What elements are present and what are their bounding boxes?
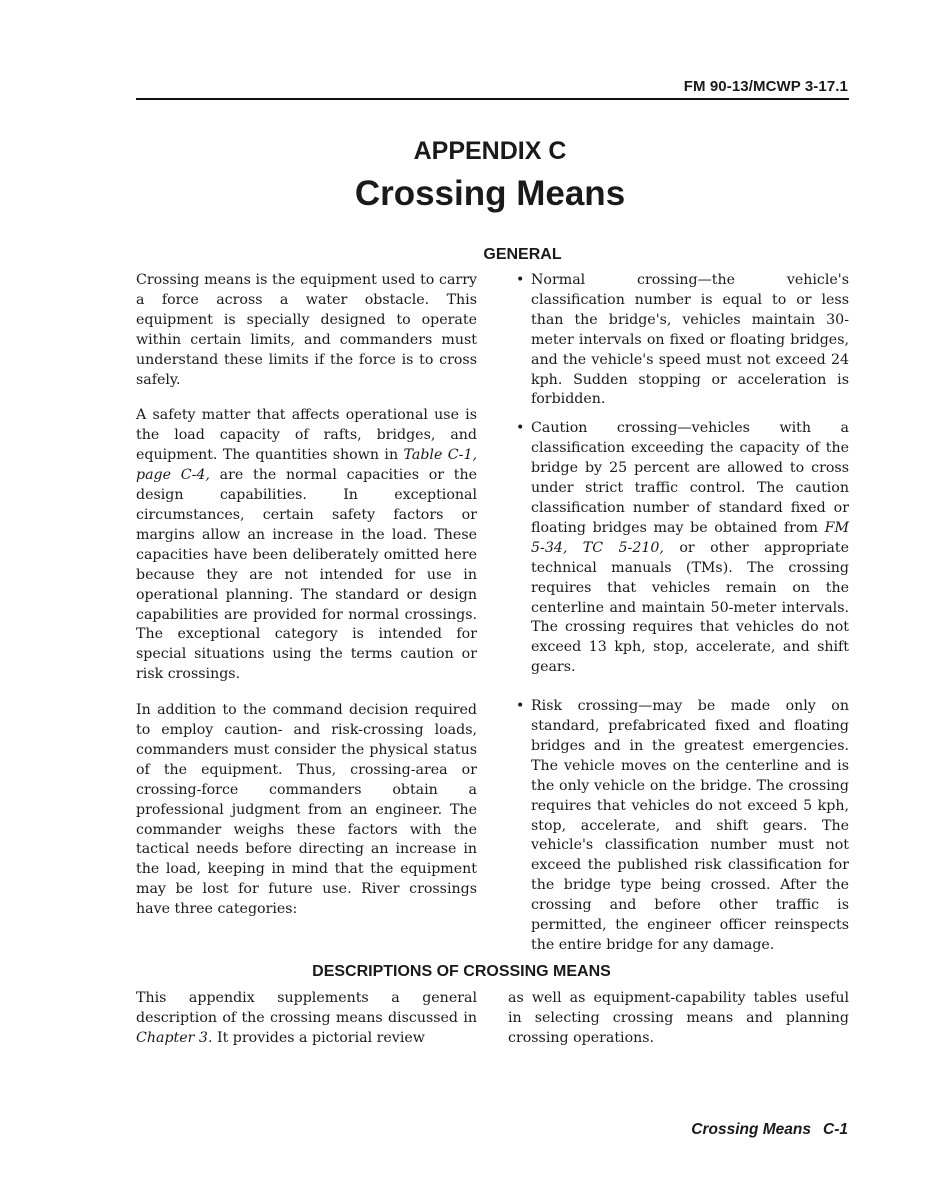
page-footer: [691, 1121, 848, 1139]
page-number: C-1: [823, 1121, 848, 1138]
list-item-caution-crossing: [508, 419, 849, 678]
paragraph: In addition to the command decision required to employ caution- and risk-crossing loads, commanders must consider the physical status of the equipment. Thus, crossing-area or crossing-force commanders obtain a professional judgment from an engineer. The commander weighs these factors with the tactical needs before directing an increase in the load, keeping in mind that the equipment may be lost for future use. River crossings have three categories:: [136, 702, 477, 918]
paragraph-text: A safety matter that affects operational use is the load capacity of rafts, bridges, and equipment. The quantities shown in: [136, 407, 477, 464]
paragraph-text: This appendix supplements a general description of the crossing means discussed in: [136, 990, 477, 1026]
list-item-text: Normal crossing—the vehicle's classification number is equal to or less than the bridge's, vehicles maintain 30-meter intervals on fixed or floating bridges, and the vehicle's speed must not exceed 24 kph. Sudden stopping or acceleration is forbidden.: [531, 272, 849, 408]
document-id: FM 90-13/MCWP 3-17.1: [683, 78, 848, 95]
list-item-normal-crossing: [508, 271, 849, 410]
list-item-text: Caution crossing—vehicles with a classification exceeding the capacity of the bridge by 25 percent are allowed to cross under strict traffic control. The caution classification number of standard fixed or floating bridges may be obtained from: [531, 420, 849, 536]
section-heading-general: GENERAL: [483, 246, 562, 263]
descriptions-left-column: [136, 989, 477, 1049]
chapter-reference: Chapter 3.: [136, 1029, 213, 1046]
header-rule: [136, 98, 849, 100]
manual-reference: FM 5-34, TC 5-210,: [531, 519, 849, 556]
paragraph: Crossing means is the equipment used to carry a force across a water obstacle. This equipment is specially designed to operate within certain limits, and commanders must understand these limits if the force is to cross safely.: [136, 272, 477, 388]
list-item-risk-crossing: [508, 697, 849, 956]
descriptions-right-column: as well as equipment-capability tables useful in selecting crossing means and planning crossing operations.: [508, 990, 849, 1046]
list-item-text: Risk crossing—may be made only on standard, prefabricated fixed and floating bridges and in the greatest emergencies. The vehicle moves on the centerline and is the only vehicle on the bridge. The crossing requires that vehicles do not exceed 5 kph, stop, accelerate, and shift gears. The vehicle's classification number must not exceed the published risk classification for the bridge type being crossed. After the crossing and before other traffic is permitted, the engineer officer reinspects the entire bridge for any damage.: [531, 698, 849, 953]
paragraph-text: are the normal capacities or the design capabilities. In exceptional circumstances, certain safety factors or margins allow an increase in the load. These capacities have been deliberately omitted here because they are not intended for use in operational planning. The standard or design capabilities are provided for normal crossings. The exceptional category is intended for special situations using the terms caution or risk crossings.: [136, 467, 477, 683]
bullet-icon: •: [516, 272, 525, 288]
right-column: [508, 271, 849, 965]
section-heading-descriptions: DESCRIPTIONS OF CROSSING MEANS: [312, 963, 611, 980]
appendix-label: APPENDIX C: [413, 137, 567, 165]
bullet-icon: •: [516, 420, 525, 437]
page-title: Crossing Means: [354, 174, 626, 213]
bullet-icon: •: [516, 698, 525, 715]
crossing-categories-list: [508, 271, 849, 956]
list-item-text: or other appropriate technical manuals (TMs). The crossing requires that vehicles remain on the centerline and maintain 50-meter intervals. The crossing requires that vehicles do not exceed 13 kph, stop, accelerate, and shift gears.: [531, 539, 849, 676]
footer-title: Crossing Means: [691, 1121, 812, 1138]
left-column: [136, 271, 477, 936]
paragraph-text: It provides a pictorial review: [212, 1029, 425, 1046]
paragraph: [136, 406, 477, 685]
table-reference: Table C-1, page C-4,: [136, 447, 477, 484]
